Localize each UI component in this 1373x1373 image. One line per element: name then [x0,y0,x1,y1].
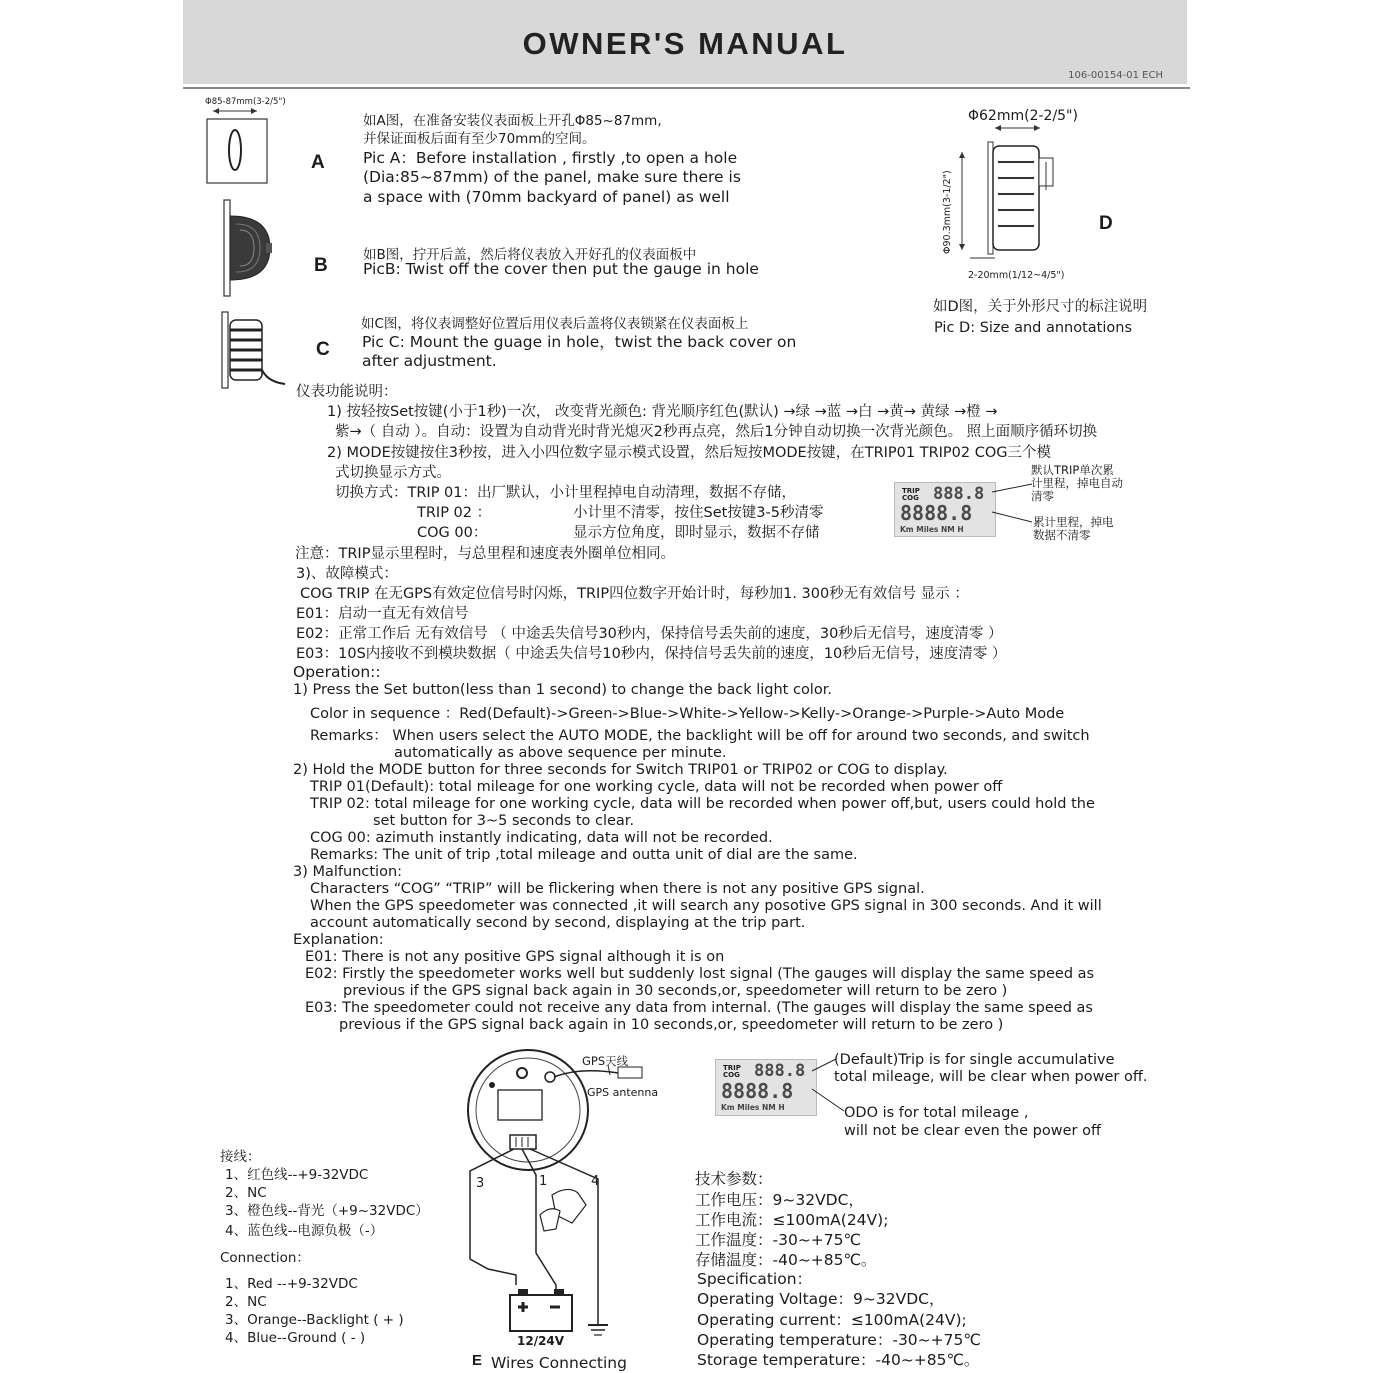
specs-en-storage-temp: Storage temperature：-40~+85℃。 [697,1351,980,1369]
lcd-upper-note2 [1033,516,1114,542]
lcd-upper-note1 [1031,464,1123,503]
specs-en-op-temp: Operating temperature：-30~+75℃ [697,1331,981,1349]
lcd-upper-note2-line1: 累计里程，掉电 [1033,515,1114,529]
lcd-row2-digits: 8888.8 [900,501,973,525]
wiring-zh-heading: 接线： [220,1149,261,1165]
lcd-trip-label: TRIP [902,487,920,495]
wiring-zh-item3: 3、橙色线--背光（+9~32VDC） [225,1203,429,1219]
operation-line9: COG 00: azimuth instantly indicating, data will not be recorded. [310,830,773,846]
operation-line2: Color in sequence ：Red(Default)->Green->Blue->White->Yellow->Kelly->Orange->Purple->Auto Mode [310,706,1065,722]
functions-zh-line1: 1) 按轻按Set按键(小于1秒)一次， 改变背光颜色: 背光顺序红色(默认) →绿 →蓝 →白 →黄→ 黄绿 →橙 → [327,404,998,420]
pic-a-en-line3: a space with (70mm backyard of panel) as well [363,188,730,206]
lcd-display-upper [894,482,996,537]
connection-en-item2: 2、NC [225,1294,267,1310]
wiring-zh-item2: 2、NC [225,1185,267,1201]
connection-en-heading: Connection： [220,1250,310,1266]
document-number: 106-00154-01 ECH [1068,70,1163,81]
lcd-lower-cog-label: COG [723,1071,740,1079]
pic-d-zh-line1: 如D图，关于外形尺寸的标注说明 [933,299,1148,315]
functions-zh-line7-text: 显示方位角度，即时显示，数据不存储 [573,525,820,541]
lcd-lower-row2-digits: 8888.8 [721,1079,794,1103]
functions-zh-fault-heading: 3)、故障模式： [296,566,398,582]
pic-d-gauge-dimension-drawing [940,122,1070,262]
header-divider [183,87,1190,89]
operation-line18: previous if the GPS signal back again in 30 seconds,or, speedometer will return to be zero ) [343,983,1008,999]
operation-line12: Characters “COG” “TRIP” will be flickering when there is not any positive GPS signal. [310,881,925,897]
functions-zh-line7-label: COG 00： [417,525,488,541]
lcd-lower-note1-line2: total mileage, will be clear when power off. [834,1069,1148,1085]
pic-c-gauge-mounted-drawing [210,310,290,390]
pic-b-zh-line1: 如B图，拧开后盖，然后将仪表放入开好孔的仪表面板中 [363,247,697,263]
operation-line7: TRIP 02: total mileage for one working cycle, data will be recorded when power off,but, users could hold the [310,796,1095,812]
wire-number-1: 1 [539,1174,548,1189]
operation-line15: Explanation: [293,932,384,948]
pic-c-en-line1: Pic C: Mount the guage in hole，twist the back cover on [362,333,797,351]
lcd-row1-digits: 888.8 [933,484,985,504]
pic-d-height-label: Φ90.3mm(3-1/2") [942,170,953,254]
wire-number-3: 3 [476,1176,485,1191]
lcd-display-lower [715,1059,817,1116]
functions-zh-e01: E01：启动一直无有效信号 [296,606,469,622]
functions-zh-heading: 仪表功能说明： [296,384,398,400]
pic-a-dimension-label: Φ85-87mm(3-2/5") [205,97,286,107]
operation-line13: When the GPS speedometer was connected ,it will search any posotive GPS signal in 300 seconds. And it will [310,898,1102,914]
pic-a-en-line2: (Dia:85~87mm) of the panel, make sure there is [363,168,741,186]
functions-zh-e03: E03：10S内接收不到模块数据（ 中途丢失信号10秒内，保持信号丢失前的速度，10秒后无信号，速度清零 ） [296,646,1007,662]
specs-en-current: Operating current：≤100mA(24V); [697,1311,967,1329]
pic-b-en-line1: PicB: Twist off the cover then put the gauge in hole [363,260,759,278]
specs-zh-storage-temp: 存储温度：-40~+85℃。 [695,1251,877,1269]
wiring-caption-letter: E [472,1352,483,1369]
functions-zh-line6-text: 小计里不清零，按住Set按键3-5秒清零 [573,505,824,521]
header-band [183,0,1187,84]
lcd-upper-note1-line3: 清零 [1031,489,1054,503]
gps-antenna-zh-label: GPS天线 [582,1054,629,1068]
pic-d-diameter-label: Φ62mm(2-2/5") [968,108,1078,124]
operation-line19: E03: The speedometer could not receive any data from internal. (The gauges will display the same speed as [305,1000,1093,1016]
wiring-caption: Wires Connecting [491,1354,627,1372]
connection-en-item1: 1、Red --+9-32VDC [225,1276,358,1292]
lcd-units: Km Miles NM H [900,525,964,534]
wiring-zh-item1: 1、红色线--+9-32VDC [225,1167,369,1183]
lcd-upper-note1-line2: 计里程，掉电自动 [1031,476,1123,490]
specs-en-heading: Specification： [697,1270,813,1288]
lcd-upper-note2-line2: 数据不清零 [1033,528,1091,542]
operation-line5: 2) Hold the MODE button for three seconds for Switch TRIP01 or TRIP02 or COG to display. [293,762,948,778]
pic-b-letter: B [314,255,328,276]
pic-a-letter: A [311,152,325,173]
operation-line14: account automatically second by second, displaying at the trip part. [310,915,806,931]
operation-line10: Remarks: The unit of trip ,total mileage and outta unit of dial are the same. [310,847,858,863]
lcd-lower-units: Km Miles NM H [721,1103,785,1112]
functions-zh-line4: 式切换显示方式。 [335,465,451,481]
lcd-lower-note2-line2: will not be clear even the power off [844,1123,1101,1139]
page-title: OWNER'S MANUAL [522,26,848,61]
functions-zh-line6-label: TRIP 02 ： [417,505,492,521]
pic-b-gauge-side-drawing [210,198,280,298]
operation-line4: automatically as above sequence per minute. [394,745,727,761]
wiring-zh-item4: 4、蓝色线--电源负极（-） [225,1223,384,1239]
battery-voltage-label: 12/24V [517,1334,565,1348]
pic-c-letter: C [316,339,330,360]
pic-d-depth-label: 2-20mm(1/12~4/5") [968,270,1065,281]
functions-zh-e02: E02：正常工作后 无有效信号 （ 中途丢失信号30秒内，保持信号丢失前的速度，30秒后无信号，速度清零 ） [296,626,1003,642]
functions-zh-line3: 2) MODE按键按住3秒按，进入小四位数字显示模式设置，然后短按MODE按键，在TRIP01 TRIP02 COG三个模 [327,445,1052,461]
operation-heading: Operation:: [293,663,381,681]
lcd-upper-note1-line1: 默认TRIP单次累 [1031,463,1114,477]
specs-zh-current: 工作电流：≤100mA(24V); [695,1211,889,1229]
specs-zh-op-temp: 工作温度：-30~+75℃ [695,1231,861,1249]
specs-zh-voltage: 工作电压：9~32VDC， [695,1191,864,1209]
connection-en-item4: 4、Blue--Ground ( - ) [225,1330,366,1346]
operation-line8: set button for 3~5 seconds to clear. [373,813,635,829]
wire-number-4: 4 [591,1174,600,1189]
operation-line3: Remarks： When users select the AUTO MODE, the backlight will be off for around two seconds, and switch [310,728,1090,744]
pic-c-en-line2: after adjustment. [362,352,497,370]
functions-zh-line2: 紫→（ 自动 ）。自动：设置为自动背光时背光熄灭2秒再点亮，然后1分钟自动切换一次背光颜色。 照上面顺序循环切换 [335,424,1098,440]
pic-d-en-line1: Pic D: Size and annotations [934,320,1132,336]
operation-line20: previous if the GPS signal back again in 10 seconds,or, speedometer will return to be zero ) [339,1017,1004,1033]
operation-line17: E02: Firstly the speedometer works well but suddenly lost signal (The gauges will display the same speed as [305,966,1095,982]
operation-line1: 1) Press the Set button(less than 1 second) to change the back light color. [293,682,832,698]
lcd-lower-note1-line1: (Default)Trip is for single accumulative [834,1052,1115,1068]
pic-a-en-line1: Pic A：Before installation , firstly ,to open a hole [363,149,738,167]
functions-zh-fault-line1: COG TRIP 在无GPS有效定位信号时闪烁，TRIP四位数字开始计时，每秒加1. 300秒无有效信号 显示 ： [300,586,969,602]
lcd-cog-label: COG [902,494,919,502]
specs-zh-heading: 技术参数： [695,1170,773,1188]
operation-line11: 3) Malfunction: [293,864,403,880]
lcd-lower-trip-label: TRIP [723,1064,741,1072]
lcd-lower-row1-digits: 888.8 [754,1061,806,1081]
specs-en-voltage: Operating Voltage：9~32VDC， [697,1290,945,1308]
pic-a-zh-line2: 并保证面板后面有至少70mm的空间。 [363,131,596,147]
lcd-lower-note2-line1: ODO is for total mileage , [844,1105,1029,1121]
pic-a-zh-line1: 如A图，在准备安装仪表面板上开孔Φ85~87mm, [363,113,662,129]
operation-line6: TRIP 01(Default): total mileage for one working cycle, data will not be recorded when power off [310,779,1003,795]
functions-zh-note: 注意：TRIP显示里程时，与总里程和速度表外圈单位相同。 [295,546,675,562]
pic-a-panel-hole-drawing [205,105,270,185]
pic-d-letter: D [1099,213,1113,234]
operation-line16: E01: There is not any positive GPS signal although it is on [305,949,725,965]
functions-zh-line5: 切换方式：TRIP 01：出厂默认，小计里程掉电自动清理，数据不存储， [335,485,797,501]
gps-antenna-en-label: GPS antenna [587,1086,659,1099]
pic-c-zh-line1: 如C图，将仪表调整好位置后用仪表后盖将仪表锁紧在仪表面板上 [361,316,749,332]
connection-en-item3: 3、Orange--Backlight ( + ) [225,1312,404,1328]
